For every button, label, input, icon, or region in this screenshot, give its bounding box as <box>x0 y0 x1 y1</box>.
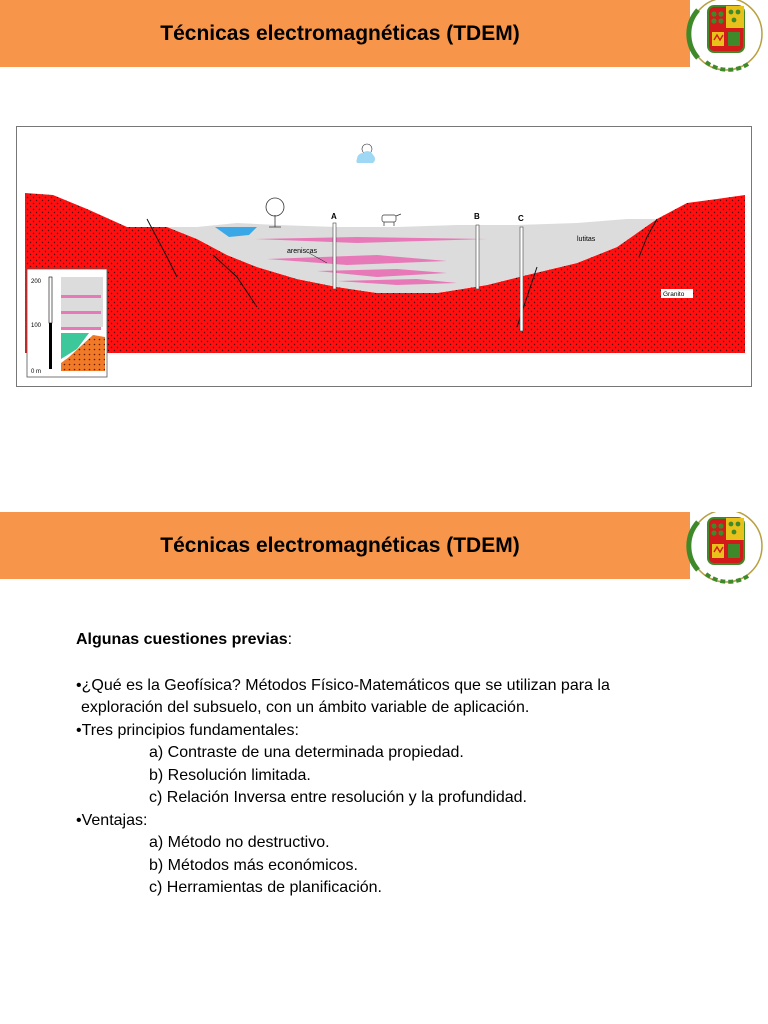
bullet-advantages: •Ventajas: <box>76 811 148 829</box>
title-bar <box>0 0 690 67</box>
university-logo <box>684 512 768 584</box>
slide-title: Técnicas electromagnéticas (TDEM) <box>160 22 520 45</box>
well-c <box>520 227 523 331</box>
cloud-icon <box>356 144 375 163</box>
label-areniscas: areniscas <box>287 248 317 255</box>
depth-scale <box>27 269 107 377</box>
advantage-b: b) Métodos más económicos. <box>149 856 358 874</box>
university-logo <box>684 0 768 72</box>
well-label-c: C <box>518 214 524 223</box>
cross-section-drawing <box>17 127 751 386</box>
well-label-a: A <box>331 212 337 221</box>
principle-b: b) Resolución limitada. <box>149 766 311 784</box>
geological-cross-section <box>16 126 752 387</box>
cow-icon <box>382 214 401 226</box>
tree-icon <box>266 198 284 227</box>
bullet-principles: •Tres principios fundamentales: <box>76 721 299 739</box>
scale-0: 0 m <box>31 369 42 375</box>
slide-title: Técnicas electromagnéticas (TDEM) <box>160 534 520 557</box>
title-bar <box>0 512 690 579</box>
principle-c: c) Relación Inversa entre resolución y la profundidad. <box>149 789 527 806</box>
slide-content <box>76 629 756 900</box>
content-heading <box>76 629 756 652</box>
label-granito: Granito <box>663 291 685 298</box>
advantage-c: c) Herramientas de planificación. <box>149 879 382 896</box>
scale-100: 100 <box>31 323 42 329</box>
bullet-geophysics-cont: exploración del subsuelo, con un ámbito variable de aplicación. <box>81 699 530 716</box>
bullet-geophysics: •¿Qué es la Geofísica? Métodos Físico-Matemáticos que se utilizan para la <box>76 676 610 694</box>
well-a <box>333 223 336 289</box>
heading-colon: : <box>287 631 293 648</box>
well-label-b: B <box>474 212 480 221</box>
well-b <box>476 225 479 289</box>
heading-text: Algunas cuestiones previas <box>76 631 288 648</box>
principle-a: a) Contraste de una determinada propiedad. <box>149 744 464 761</box>
advantage-a: a) Método no destructivo. <box>149 834 330 851</box>
scale-200: 200 <box>31 279 42 285</box>
label-lutitas: lutitas <box>577 236 596 243</box>
slide-2 <box>0 512 768 1024</box>
